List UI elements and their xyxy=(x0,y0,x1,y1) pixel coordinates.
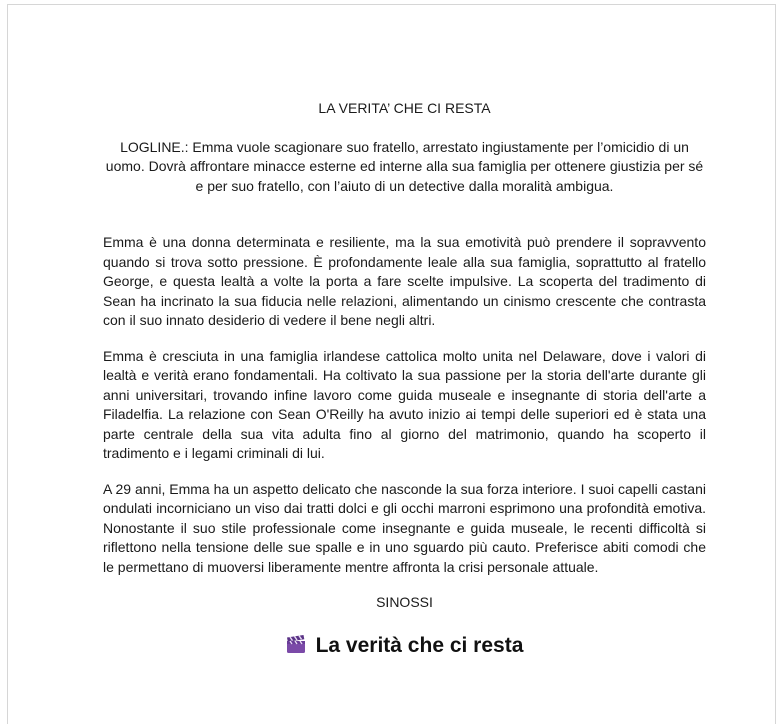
document-title: LA VERITA’ CHE CI RESTA xyxy=(318,100,491,116)
synopsis-heading-text: La verità che ci resta xyxy=(315,633,524,657)
logline: LOGLINE.: Emma vuole scagionare suo fratello, arrestato ingiustamente per l’omicidio di un uomo. Dovrà affrontare minacce esterne ed interne alla sua famiglia per ottenere giustizia per sé e per suo fratello, con l’aiuto di un detective dalla moralità ambigua. xyxy=(105,138,704,194)
synopsis-heading xyxy=(103,633,706,659)
clapper-board-icon xyxy=(286,634,306,654)
paragraph-appearance: A 29 anni, Emma ha un aspetto delicato che nasconde la sua forza interiore. I suoi capelli castani ondulati incorniciano un viso dai tratti dolci e gli occhi marroni esprimono una profondità emotiva. Nonostante il suo stile professionale come insegnante e guida museale, le recenti difficoltà si riflettono nella tensione delle sue spalle e in uno sguardo più cauto. Preferisce abiti comodi che le permettano di muoversi liberamente mentre affronta la crisi personale attuale. xyxy=(103,480,706,575)
document-page xyxy=(7,4,776,724)
document-body xyxy=(103,99,706,659)
paragraph-background: Emma è cresciuta in una famiglia irlandese cattolica molto unita nel Delaware, dove i valori di lealtà e verità erano fondamentali. Ha coltivato la sua passione per la storia dell'arte durante gli anni universitari, trovando infine lavoro come guida museale e insegnante di storia dell'arte a Filadelfia. La relazione con Sean O'Reilly ha avuto inizio ai tempi delle superiori ed è stata una parte centrale della sua vita adulta fino al giorno del matrimonio, quando ha scoperto il tradimento e i legami criminali di lui. xyxy=(103,347,706,461)
section-label-sinossi: SINOSSI xyxy=(376,594,433,610)
paragraph-character: Emma è una donna determinata e resiliente, ma la sua emotività può prendere il sopravvento quando si trova sotto pressione. È profondamente leale alla sua famiglia, soprattutto al fratello George, e questa lealtà a volte la porta a fare scelte impulsive. La scoperta del tradimento di Sean ha incrinato la sua fiducia nelle relazioni, alimentando un cinismo crescente che contrasta con il suo innato desiderio di vedere il bene negli altri. xyxy=(103,234,706,328)
